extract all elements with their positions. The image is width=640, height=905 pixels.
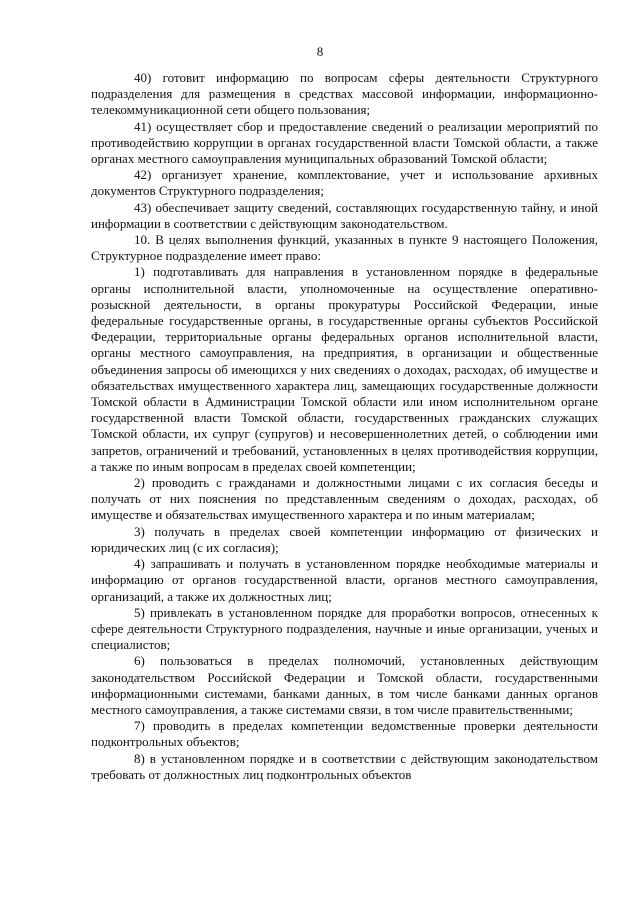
paragraph-item-41: 41) осуществляет сбор и предоставление сведений о реализации мероприятий по противодействию коррупции в органах государственной власти Томской области, а также органах местного самоуправления муниципальных образований Томской области; xyxy=(91,118,598,167)
paragraph-right-7: 7) проводить в пределах компетенции ведомственные проверки деятельности подконтрольных объектов; xyxy=(91,718,598,750)
paragraph-item-40: 40) готовит информацию по вопросам сферы деятельности Структурного подразделения для размещения в средствах массовой информации, информационно-телекоммуникационной сети общего пользования; xyxy=(91,70,598,118)
paragraph-right-1: 1) подготавливать для направления в установленном порядке в федеральные органы исполнительной власти, уполномоченные на осуществление оперативно-розыскной деятельности, в органы прокуратуры Российской Федерации, иные федеральные государственные органы, в государственные органы субъектов Российской Федерации, территориальные органы федеральных органов исполнительной власти, органы местного самоуправления, на предприятия, в организации и общественные объединения запросы об имеющихся у них сведениях о доходах, расходах, об имуществе и обязательствах имущественного характера лиц, замещающих государственные должности Томской области в Администрации Томской области или ином исполнительном органе государственной власти Томской области, государственных гражданских служащих Томской области, их супруг (супругов) и несовершеннолетних детей, о соблюдении ими запретов, ограничений и требований, установленных в целях противодействия коррупции, а также по иным вопросам в пределах своей компетенции; xyxy=(91,264,598,474)
document-body xyxy=(91,70,598,783)
paragraph-right-3: 3) получать в пределах своей компетенции информацию от физических и юридических лиц (с их согласия); xyxy=(91,523,598,555)
page-number: 8 xyxy=(316,44,324,59)
paragraph-item-43: 43) обеспечивает защиту сведений, составляющих государственную тайну, и иной информации в соответствии с действующим законодательством. xyxy=(91,199,598,231)
paragraph-right-8: 8) в установленном порядке и в соответствии с действующим законодательством требовать от должностных лиц подконтрольных объектов xyxy=(91,750,598,782)
paragraph-right-4: 4) запрашивать и получать в установленном порядке необходимые материалы и информацию от органов государственной власти, органов местного самоуправления, организаций, а также их должностных лиц; xyxy=(91,556,598,604)
paragraph-right-5: 5) привлекать в установленном порядке для проработки вопросов, отнесенных к сфере деятельности Структурного подразделения, научные и иные организации, ученых и специалистов; xyxy=(91,604,598,653)
paragraph-right-2: 2) проводить с гражданами и должностными лицами с их согласия беседы и получать от них пояснения по представленным сведениям о доходах, расходах, об имуществе и обязательствах имущественного характера и по иным материалам; xyxy=(91,475,598,523)
paragraph-section-10: 10. В целях выполнения функций, указанных в пункте 9 настоящего Положения, Структурное подразделение имеет право: xyxy=(91,232,598,264)
paragraph-item-42: 42) организует хранение, комплектование, учет и использование архивных документов Структурного подразделения; xyxy=(91,167,598,199)
paragraph-right-6: 6) пользоваться в пределах полномочий, установленных действующим законодательством Российской Федерации и Томской области, государственными информационными системами, банками данных, в том числе банками данных органов местного самоуправления, а также системами связи, в том числе правительственными; xyxy=(91,653,598,717)
